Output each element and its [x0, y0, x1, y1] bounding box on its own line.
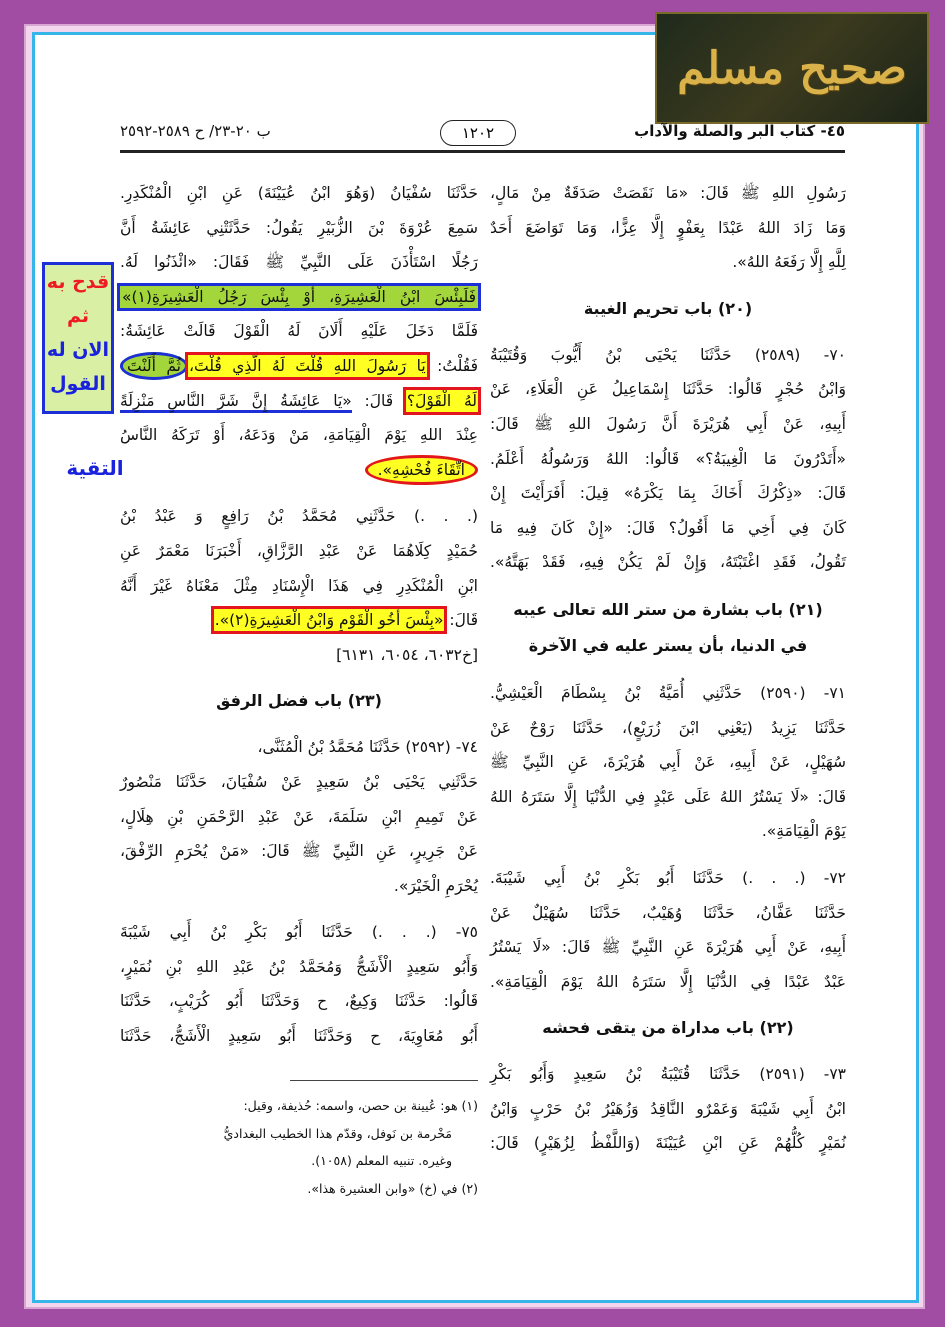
- text-segment: وَابْنُ حُجْرٍ قَالُوا: حَدَّثَنَا إِسْمَاعِيلُ عَنِ الْعَلَاءِ، عَنْ: [490, 380, 846, 399]
- header-rule: [120, 150, 845, 153]
- text-segment: نُمَيْرٍ كُلُّهُمْ عَنِ ابْنِ عُيَيْنَةَ (وَاللَّفْظُ لِزُهَيْرٍ) قَالَ:: [490, 1134, 846, 1153]
- text-line: [120, 280, 478, 315]
- right-column: [490, 176, 846, 1161]
- text-segment: قَالُوا: حَدَّثَنَا وَكِيعٌ، ح وَحَدَّثَنَا أَبُو كُرَيْبٍ، حَدَّثَنَا: [120, 992, 478, 1011]
- text-line: [120, 569, 478, 604]
- text-segment: قَالَ: «لَا يَسْتُرُ اللهُ عَلَى عَبْدٍ فِي الدُّنْيَا إِلَّا سَتَرَهُ اللهُ: [490, 787, 846, 806]
- text-line: [120, 176, 478, 211]
- text-segment: في الدنيا، بأن يستر عليه في الآخرة: [528, 635, 808, 655]
- text-line: [490, 780, 846, 815]
- logo-text: صحيح مسلم: [677, 42, 907, 94]
- text-line: [120, 384, 478, 419]
- annotation-box: [42, 262, 114, 414]
- text-segment: حَدَّثَنَا سُفْيَانُ (وَهُوَ ابْنُ عُيَيْنَةَ) عَنِ ابْنِ الْمُنْكَدِرِ.: [120, 184, 478, 202]
- text-segment: أَبِيهِ، عَنْ أَبِي هُرَيْرَةَ عَنِ النَّبِيِّ ﷺ قَالَ: «لَا يَسْتُرُ: [490, 938, 846, 957]
- text-segment: ٧٢- (. . .) حَدَّثَنَا أَبُو بَكْرِ بْنُ أَبِي شَيْبَةَ.: [490, 868, 846, 887]
- text-segment: سُهَيْلٍ، عَنْ أَبِيهِ، عَنْ أَبِي هُرَيْرَةَ، عَنِ النَّبِيِّ ﷺ: [490, 753, 846, 772]
- annotation-line: الان له: [46, 339, 110, 361]
- text-segment: (. . .) حَدَّثَنِي مُحَمَّدُ بْنُ رَافِعٍ وَ عَبْدُ بْنُ: [120, 507, 478, 526]
- text-line: [120, 834, 478, 869]
- text-segment: أَبِيهِ، عَنْ أَبِي هُرَيْرَةَ أَنَّ رَسُولَ اللهِ ﷺ قَالَ:: [490, 414, 846, 433]
- annotation-line: ثم: [66, 305, 90, 327]
- text-line: [490, 338, 846, 373]
- text-line: [490, 896, 846, 931]
- text-line: [490, 711, 846, 746]
- section-heading: [490, 592, 846, 628]
- text-line: [120, 984, 478, 1019]
- annotation-line: القول: [50, 373, 106, 395]
- text-segment: يَوْمَ الْقِيَامَةِ».: [761, 822, 846, 841]
- text-segment: ابْنُ أَبِي شَيْبَةَ وَعَمْرٌو النَّاقِدُ وَزُهَيْرُ بْنُ حَرْبٍ وَابْنُ: [490, 1099, 846, 1118]
- text-segment: وَمَا زَادَ اللهُ عَبْدًا بِعَفْوٍ إِلَّا عِزًّا، وَمَا تَوَاضَعَ أَحَدٌ: [490, 218, 846, 237]
- text-segment: قَالَ: «ذِكْرُكَ أَخَاكَ بِمَا يَكْرَهُ» قِيلَ: أَفَرَأَيْتَ إِنْ: [490, 484, 846, 503]
- text-segment: عَبْدٌ عَبْدًا فِي الدُّنْيَا إِلَّا سَتَرَهُ اللهُ يَوْمَ الْقِيَامَةِ».: [490, 972, 846, 991]
- section-heading: [490, 280, 846, 338]
- text-segment: (٢١) باب بشارة من ستر الله تعالى عيبه: [513, 599, 823, 619]
- text-segment: سَمِعَ عُرْوَةَ بْنَ الزُّبَيْرِ يَقُولُ: حَدَّثَتْنِي عَائِشَةُ أَنَّ: [120, 218, 478, 237]
- hadith-range: ب ٢٠-٢٣/ ح ٢٥٨٩-٢٥٩٢: [120, 122, 271, 140]
- text-line: [120, 418, 478, 453]
- footnote-1: (١) هو: عُيينة بن حصن، واسمه: حُذيفة، وقيل:: [243, 1098, 478, 1113]
- text-segment: حَدَّثَنَا عَفَّانُ، حَدَّثَنَا وُهَيْبٌ، حَدَّثَنَا سُهَيْلٌ عَنْ: [490, 903, 846, 922]
- text-line: [120, 603, 478, 638]
- footnote-1-cont: مَخْرمة بن نَوفل، وقدّم هذا الخطيب البغداديُّ: [223, 1125, 452, 1141]
- text-segment: أَبُو مُعَاوِيَةَ، ح وَحَدَّثَنَا أَبُو سَعِيدٍ الْأَشَجُّ، حَدَّثَنَا: [120, 1027, 478, 1046]
- highlighted-text: «يَا عَائِشَةُ إِنَّ شَرَّ النَّاسِ مَنْزِلَةً: [120, 392, 352, 413]
- text-line: [490, 1057, 846, 1092]
- spacer: [490, 849, 846, 861]
- section-heading: [120, 672, 478, 730]
- highlighted-text: اتِّقَاءَ فُحْشِهِ».: [365, 455, 478, 485]
- text-line: [490, 676, 846, 711]
- text-line: [490, 476, 846, 511]
- annotation-taqiyya: التقية: [66, 456, 124, 480]
- spacer: [490, 664, 846, 676]
- text-line: [490, 861, 846, 896]
- text-segment: قَالَ:: [444, 611, 478, 630]
- annotation-line: قدح به: [46, 271, 110, 293]
- text-line: [120, 349, 478, 384]
- text-segment: (٢٠) باب تحريم الغيبة: [583, 298, 753, 318]
- highlighted-text: فَلَبِئْسَ ابْنُ الْعَشِيرَةِ، أَوْ بِئْسَ رَجُلُ الْعَشِيرَةِ(١)»: [122, 287, 476, 306]
- text-line: [490, 372, 846, 407]
- footnotes: [120, 1092, 478, 1202]
- text-line: [490, 245, 846, 280]
- text-segment: قَالَ:: [351, 391, 406, 410]
- text-line: [120, 453, 478, 488]
- text-segment: عَنْ جَرِيرٍ، عَنِ النَّبِيِّ ﷺ قَالَ: «مَنْ يُحْرَمِ الرِّفْقَ،: [120, 842, 478, 861]
- text-line: [120, 800, 478, 835]
- section-heading: [490, 628, 846, 664]
- text-segment: (٢٢) باب مداراة من يتقى فحشه: [542, 1018, 794, 1038]
- spacer: [120, 903, 478, 915]
- text-segment: عَنْ تَمِيمِ ابْنِ سَلَمَةَ، عَنْ عَبْدِ الرَّحْمَنِ بْنِ هِلَالٍ،: [120, 807, 478, 826]
- text-segment: كَانَ فِي أَخِي مَا أَقُولُ؟ قَالَ: «إِنْ كَانَ فِيهِ مَا: [490, 518, 846, 537]
- text-line: [120, 765, 478, 800]
- section-heading: [490, 999, 846, 1057]
- text-line: [490, 545, 846, 580]
- highlighted-text: يَا رَسُولَ اللهِ قُلْتَ لَهُ الَّذِي قُلْتَ،: [189, 356, 426, 375]
- text-segment: ٧٠- (٢٥٨٩) حَدَّثَنَا يَحْيَى بْنُ أَيُّوبَ وَقُتَيْبَةُ: [490, 345, 846, 364]
- spacer: [490, 580, 846, 592]
- text-line: [120, 211, 478, 246]
- text-line: [120, 314, 478, 349]
- highlighted-text: «بِئْسَ أَخُو الْقَوْمِ وَابْنُ الْعَشِيرَةِ(٢)».: [214, 611, 444, 630]
- text-line: [120, 534, 478, 569]
- footnote-2: (٢) في (خ) «وابن العشيرة هذا».: [307, 1180, 478, 1196]
- text-line: [490, 930, 846, 965]
- text-segment: لِلَّهِ إِلَّا رَفَعَهُ اللهُ».: [732, 253, 846, 272]
- text-line: [490, 211, 846, 246]
- text-segment: فَلَمَّا دَخَلَ عَلَيْهِ أَلَانَ لَهُ الْقَوْلَ قَالَتْ عَائِشَةُ:: [120, 322, 478, 341]
- text-segment: فَقُلْتُ:: [426, 356, 478, 375]
- text-line: [490, 965, 846, 1000]
- text-segment: رَجُلًا اسْتَأْذَنَ عَلَى النَّبِيِّ ﷺ فَقَالَ: «ائْذَنُوا لَهُ.: [120, 253, 478, 272]
- text-segment: حَدَّثَنَا يَزِيدُ (يَعْنِي ابْنَ زُرَيْعٍ)، حَدَّثَنَا رَوْحٌ عَنْ: [490, 718, 846, 737]
- text-line: [120, 499, 478, 534]
- footnote-separator: [290, 1080, 478, 1081]
- text-line: [490, 745, 846, 780]
- text-line: [120, 869, 478, 904]
- text-segment: ٧٥- (. . .) حَدَّثَنَا أَبُو بَكْرِ بْنُ أَبِي شَيْبَةَ: [120, 923, 478, 942]
- text-segment: ابْنِ الْمُنْكَدِرِ فِي هَذَا الْإِسْنَادِ مِثْلَ مَعْنَاهُ غَيْرَ أَنَّهُ: [120, 576, 478, 595]
- text-segment: رَسُولِ اللهِ ﷺ قَالَ: «مَا نَقَصَتْ صَدَقَةٌ مِنْ مَالٍ،: [490, 184, 846, 202]
- text-line: [490, 511, 846, 546]
- text-line: [490, 1092, 846, 1127]
- page-number: ١٢٠٢: [440, 120, 516, 146]
- highlighted-text: ثُمَّ أَلَنْتَ: [120, 352, 188, 380]
- text-segment: [خ٦٠٣٢، ٦٠٥٤، ٦١٣١]: [336, 645, 478, 664]
- text-line: [120, 1019, 478, 1054]
- text-line: [490, 442, 846, 477]
- text-segment: وَأَبُو سَعِيدٍ الْأَشَجُّ وَمُحَمَّدُ بْنُ عَبْدِ اللهِ بْنِ نُمَيْرٍ،: [120, 957, 478, 976]
- text-line: [120, 638, 478, 673]
- text-segment: ٧١- (٢٥٩٠) حَدَّثَنِي أُمَيَّةُ بْنُ بِسْطَامَ الْعَيْشِيُّ.: [490, 683, 846, 702]
- text-segment: «أَتَدْرُونَ مَا الْغِيبَةُ؟» قَالُوا: اللهُ وَرَسُولُهُ أَعْلَمُ.: [490, 449, 846, 468]
- text-line: [490, 814, 846, 849]
- book-logo: [655, 12, 929, 124]
- text-segment: حَدَّثَنِي يَحْيَى بْنُ سَعِيدٍ عَنْ سُفْيَانَ، حَدَّثَنَا مَنْصُورٌ: [120, 772, 478, 791]
- text-line: [490, 407, 846, 442]
- chapter-title: ٤٥- كتاب البر والصلة والآداب: [634, 122, 845, 140]
- text-segment: تَقُولُ، فَقَدِ اغْتَبْتَهُ، وَإِنْ لَمْ يَكُنْ فِيهِ، فَقَدْ بَهَتَّهُ».: [490, 553, 846, 572]
- spacer: [120, 487, 478, 499]
- text-line: [490, 1126, 846, 1161]
- text-segment: يُحْرَمِ الْخَيْرَ».: [393, 876, 478, 895]
- text-line: [120, 915, 478, 950]
- text-line: [490, 176, 846, 211]
- highlighted-text: لَهُ الْقَوْلَ؟: [406, 391, 477, 410]
- text-segment: ٧٣- (٢٥٩١) حَدَّثَنَا قُتَيْبَةُ بْنُ سَعِيدٍ وَأَبُو بَكْرِ: [490, 1065, 846, 1084]
- text-line: [120, 950, 478, 985]
- text-line: [120, 245, 478, 280]
- text-line: [120, 730, 478, 765]
- footnote-1-cont: وغيره. تنبيه المعلم (١٠٥٨).: [311, 1153, 452, 1168]
- left-column: [120, 176, 478, 1054]
- text-segment: حُمَيْدٍ كِلَاهُمَا عَنْ عَبْدِ الرَّزَّاقِ، أَخْبَرَنَا مَعْمَرٌ عَنِ: [120, 541, 478, 560]
- text-segment: عِنْدَ اللهِ يَوْمَ الْقِيَامَةِ، مَنْ وَدَعَهُ، أَوْ تَرَكَهُ النَّاسُ: [120, 426, 478, 445]
- text-segment: ٧٤- (٢٥٩٢) حَدَّثَنَا مُحَمَّدُ بْنُ الْمُثَنَّى،: [257, 738, 478, 757]
- text-segment: (٢٣) باب فضل الرفق: [216, 691, 382, 711]
